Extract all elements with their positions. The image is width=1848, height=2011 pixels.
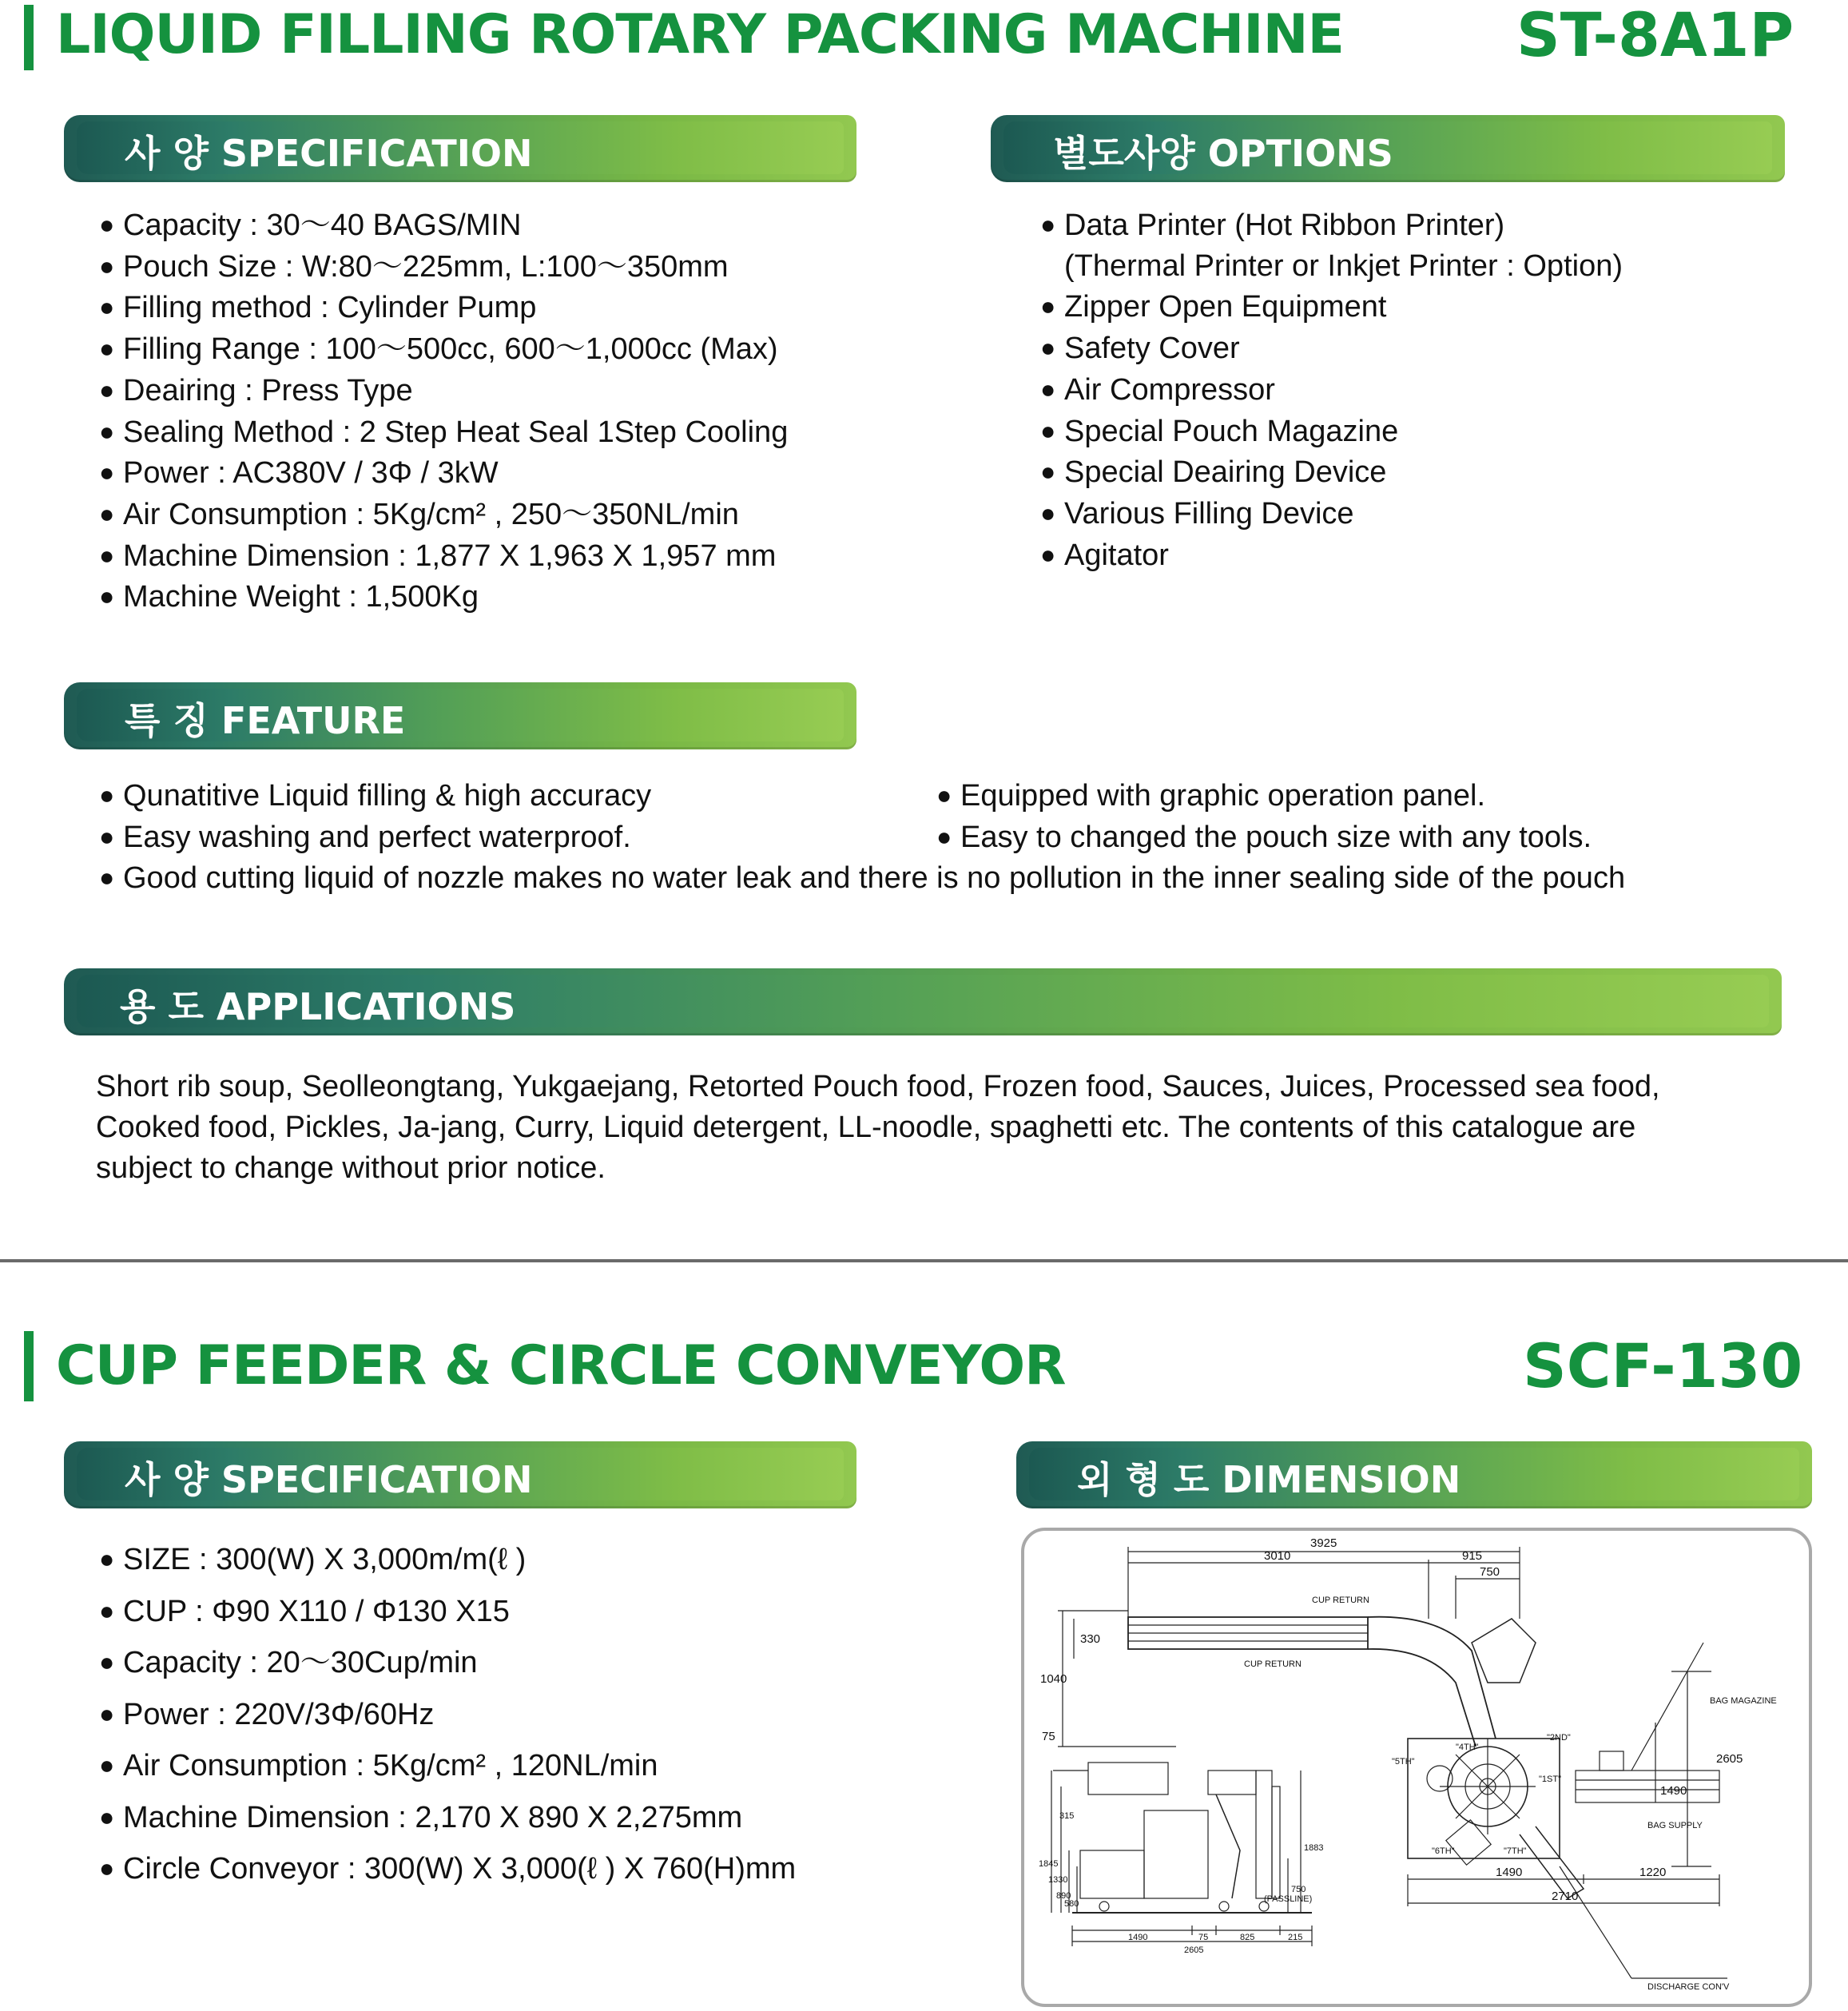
drawing-label: 1883: [1304, 1843, 1324, 1853]
list-item: (Thermal Printer or Inkjet Printer : Option): [1064, 248, 1623, 283]
drawing-label: 825: [1240, 1933, 1255, 1942]
feature-list-right: [936, 775, 1592, 857]
title-accent-bar: [24, 5, 34, 70]
list-item: ● Filling method : Cylinder Pump: [99, 291, 537, 325]
applications-heading-bar: [64, 968, 1782, 1035]
list-item: ● Qunatitive Liquid filling & high accuracy: [99, 779, 652, 813]
list-item: ● Special Pouch Magazine: [1040, 414, 1399, 448]
drawing-label: 215: [1288, 1933, 1303, 1942]
drawing-label: 3925: [1310, 1536, 1337, 1550]
drawing-label: 3010: [1264, 1549, 1291, 1563]
list-item: ● Safety Cover: [1040, 332, 1240, 366]
drawing-label: 750: [1480, 1565, 1500, 1579]
dimension-drawing: [1024, 1531, 1809, 2004]
product2-model: SCF-130: [1523, 1330, 1803, 1401]
applications-heading: 용 도 APPLICATIONS: [120, 985, 516, 1028]
spec2-heading: 사 양 SPECIFICATION: [125, 1458, 533, 1501]
drawing-label: 890: [1056, 1891, 1071, 1901]
list-item: ● Various Filling Device: [1040, 496, 1354, 531]
drawing-label: CUP RETURN: [1312, 1596, 1369, 1605]
dimension-drawing-frame: [1021, 1528, 1812, 2007]
drawing-label: CUP RETURN: [1244, 1659, 1302, 1669]
drawing-label: DISCHARGE CON'V: [1647, 1982, 1730, 1992]
list-item: ● Deairing : Press Type: [99, 373, 413, 407]
drawing-label: "7TH": [1504, 1846, 1527, 1856]
list-item: ● Special Deairing Device: [1040, 455, 1387, 490]
list-item: ● Easy washing and perfect waterproof.: [99, 820, 631, 854]
drawing-label: 75: [1042, 1730, 1055, 1743]
spec-list: [99, 205, 788, 618]
drawing-label: 330: [1080, 1632, 1101, 1646]
list-item: ● Capacity : 30～40 BAGS/MIN: [99, 209, 522, 242]
list-item: ● Air Consumption : 5Kg/cm² , 120NL/min: [99, 1749, 658, 1782]
drawing-label: "5TH": [1392, 1757, 1415, 1767]
list-item: ● Power : 220V/3Φ/60Hz: [99, 1697, 435, 1731]
list-item: ● Capacity : 20～30Cup/min: [99, 1646, 478, 1679]
list-item: ● Air Consumption : 5Kg/cm² , 250～350NL/min: [99, 497, 739, 531]
drawing-label: 1040: [1040, 1672, 1067, 1686]
spec2-list: [99, 1534, 796, 1895]
list-item: ● Machine Dimension : 2,170 X 890 X 2,275mm: [99, 1800, 743, 1834]
applications-line: Cooked food, Pickles, Ja-jang, Curry, Liquid detergent, LL-noodle, spaghetti etc. The contents of this catalogue are: [96, 1111, 1636, 1144]
drawing-label: 750: [1291, 1885, 1306, 1894]
feature-heading-bar: [64, 682, 856, 749]
options-heading-bar: [991, 115, 1785, 182]
list-item: ● SIZE : 300(W) X 3,000m/m(ℓ ): [99, 1543, 527, 1576]
dimension-heading: 외 형 도 DIMENSION: [1077, 1458, 1461, 1501]
dimension-heading-bar: [1016, 1441, 1812, 1508]
drawing-label: 75: [1198, 1933, 1209, 1942]
drawing-label: 2710: [1552, 1890, 1579, 1903]
drawing-label: 2605: [1716, 1752, 1743, 1766]
drawing-label: BAG SUPPLY: [1647, 1821, 1703, 1830]
spec-heading: 사 양 SPECIFICATION: [125, 132, 533, 175]
product1-model: ST-8A1P: [1516, 0, 1794, 70]
spec2-heading-bar: [64, 1441, 856, 1508]
drawing-label: "1ST": [1539, 1775, 1561, 1784]
drawing-label: 915: [1462, 1549, 1483, 1563]
drawing-label: 315: [1059, 1811, 1075, 1821]
product2-title: CUP FEEDER & CIRCLE CONVEYOR: [56, 1334, 1066, 1397]
list-item: ● Pouch Size : W:80～225mm, L:100～350mm: [99, 249, 729, 284]
list-item: ● Easy to changed the pouch size with any tools.: [936, 820, 1592, 854]
applications-text: [96, 1067, 1660, 1189]
drawing-label: 1490: [1128, 1933, 1148, 1942]
drawing-label: 1490: [1496, 1866, 1523, 1879]
drawing-label: 580: [1064, 1899, 1079, 1909]
drawing-label: BAG MAGAZINE: [1710, 1696, 1777, 1706]
list-item: ● Zipper Open Equipment: [1040, 290, 1387, 324]
list-item: ● Air Compressor: [1040, 372, 1275, 407]
list-item: ● Agitator: [1040, 538, 1169, 572]
drawing-label: "6TH": [1432, 1846, 1455, 1856]
options-heading: 별도사양 OPTIONS: [1053, 132, 1393, 175]
list-item: ● CUP : Φ90 X110 / Φ130 X15: [99, 1594, 510, 1628]
list-item: ● Machine Dimension : 1,877 X 1,963 X 1,957 mm: [99, 539, 777, 573]
list-item: ● Machine Weight : 1,500Kg: [99, 580, 479, 614]
title-accent-bar: [24, 1331, 34, 1401]
spec-heading-bar: [64, 115, 856, 182]
drawing-label: 1330: [1048, 1875, 1068, 1885]
options-list: [1040, 205, 1623, 575]
feature-heading: 특 징 FEATURE: [125, 699, 406, 742]
drawing-label: (PASSLINE): [1264, 1894, 1313, 1904]
drawing-label: 1220: [1639, 1866, 1667, 1879]
drawing-label: 1490: [1660, 1784, 1687, 1798]
list-item: ● Data Printer (Hot Ribbon Printer): [1040, 209, 1505, 242]
applications-line: subject to change without prior notice.: [96, 1151, 606, 1185]
drawing-label: "4TH": [1456, 1743, 1479, 1752]
drawing-label: 2605: [1184, 1945, 1204, 1955]
list-item: ● Power : AC380V / 3Φ / 3kW: [99, 456, 499, 491]
list-item: ● Equipped with graphic operation panel.: [936, 779, 1486, 813]
list-item: ● Circle Conveyor : 300(W) X 3,000(ℓ ) X 760(H)mm: [99, 1852, 797, 1886]
product1-title: LIQUID FILLING ROTARY PACKING MACHINE: [56, 3, 1344, 66]
list-item: ● Filling Range : 100～500cc, 600～1,000cc (Max): [99, 332, 778, 367]
drawing-label: "2ND": [1547, 1733, 1571, 1743]
list-item: ● Sealing Method : 2 Step Heat Seal 1Step Cooling: [99, 415, 789, 449]
drawing-label: 1845: [1039, 1859, 1059, 1869]
section-divider: [0, 1259, 1848, 1262]
applications-line: Short rib soup, Seolleongtang, Yukgaejang, Retorted Pouch food, Frozen food, Sauces, Juices, Processed sea food,: [96, 1070, 1660, 1103]
list-item: ● Good cutting liquid of nozzle makes no water leak and there is no pollution in the inner sealing side of the pouch: [99, 861, 1626, 896]
